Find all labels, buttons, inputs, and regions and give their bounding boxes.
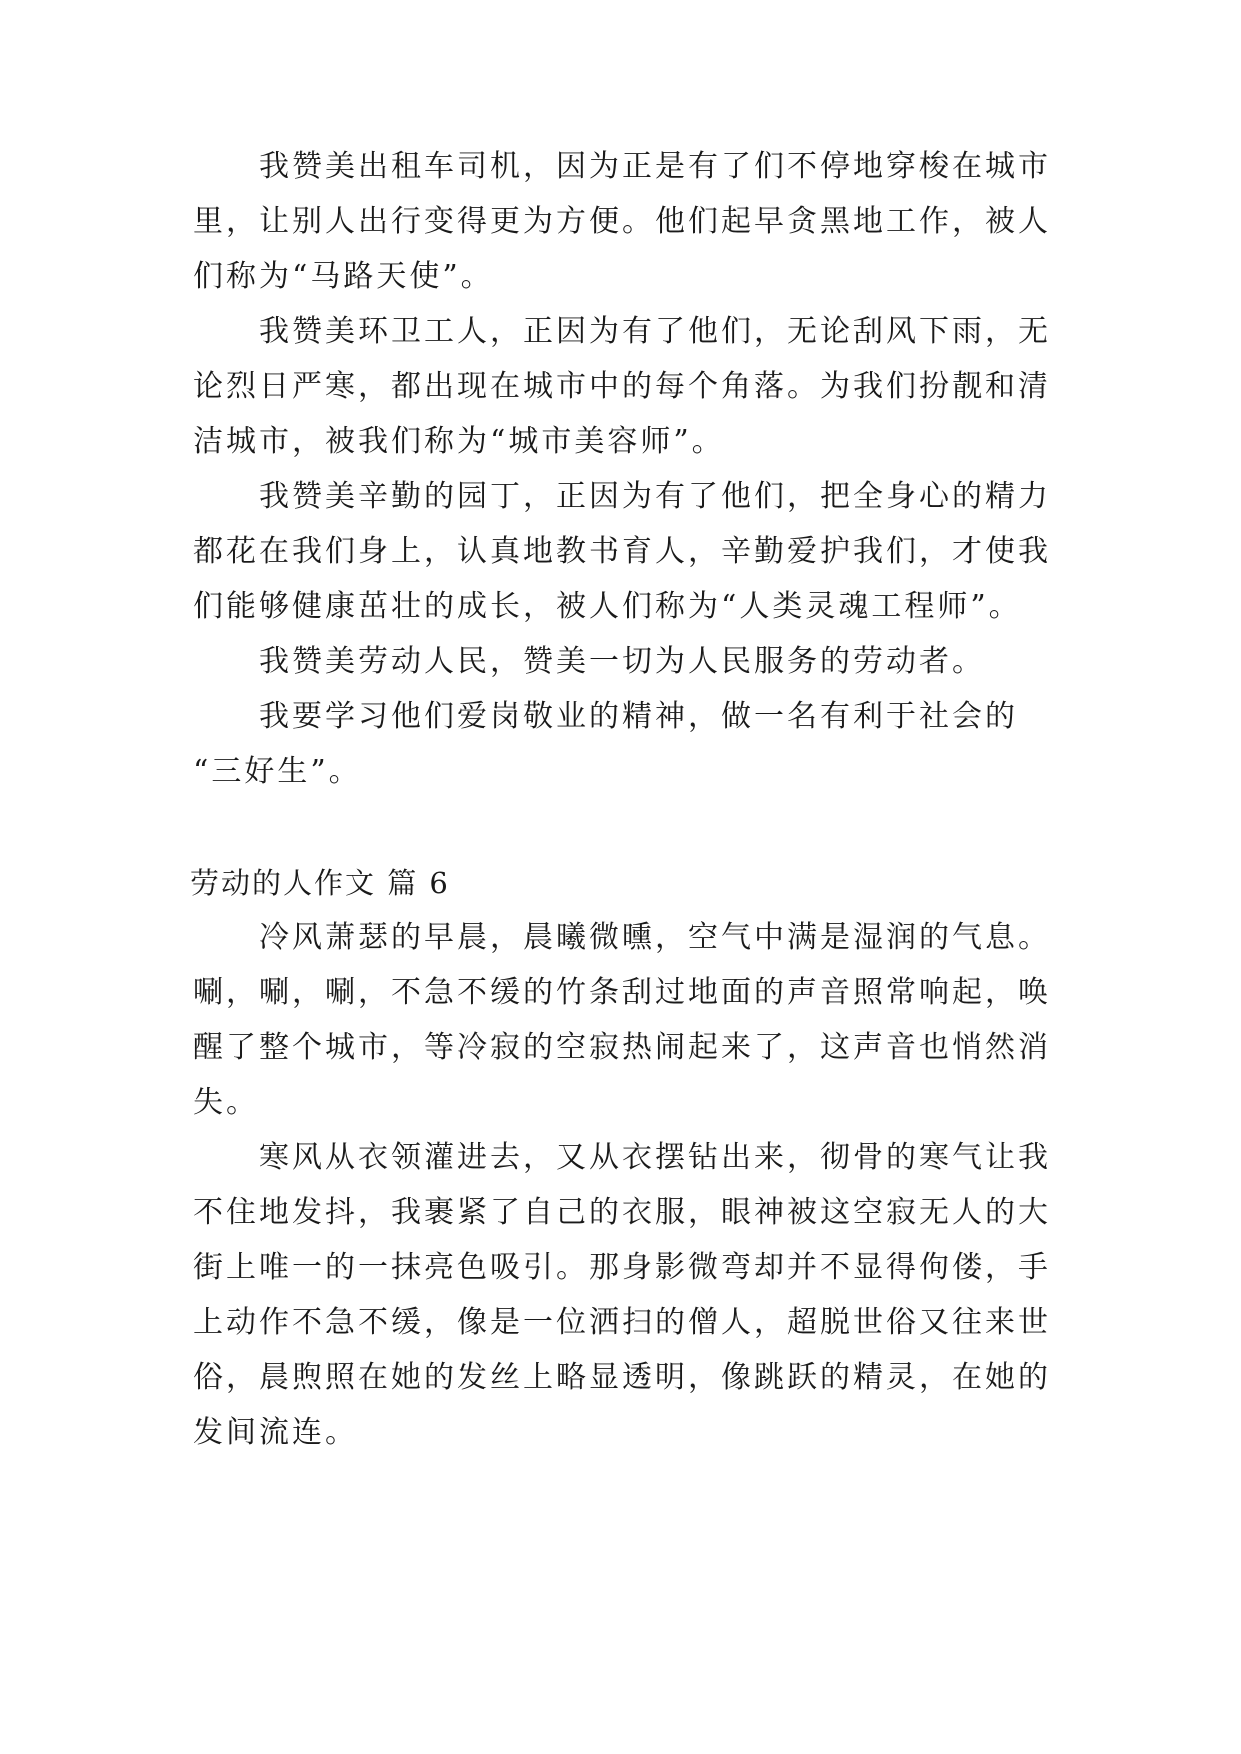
- text-line: 我要学习他们爱岗敬业的精神，做一名有利于社会的: [193, 699, 1018, 734]
- text-line: 不住地发抖，我裹紧了自己的衣服，眼神被这空寂无人的大: [193, 1195, 1051, 1230]
- text-line: 俗，晨煦照在她的发丝上略显透明，像跳跃的精灵，在她的: [193, 1360, 1051, 1395]
- text-line: 里，让别人出行变得更为方便。他们起早贪黑地工作，被人: [193, 204, 1051, 239]
- essay-heading: 劳动的人作文 篇 6: [190, 866, 450, 900]
- text-line: 醒了整个城市，等冷寂的空寂热闹起来了，这声音也悄然消: [193, 1030, 1051, 1065]
- text-line: 发间流连。: [193, 1415, 358, 1450]
- text-line: 我赞美劳动人民，赞美一切为人民服务的劳动者。: [193, 644, 985, 679]
- text-line: 我赞美出租车司机，因为正是有了们不停地穿梭在城市: [193, 149, 1051, 184]
- text-line: 我赞美辛勤的园丁，正因为有了他们，把全身心的精力: [193, 479, 1051, 514]
- text-line: 上动作不急不缓，像是一位洒扫的僧人，超脱世俗又往来世: [193, 1305, 1051, 1340]
- text-line: 寒风从衣领灌进去，又从衣摆钻出来，彻骨的寒气让我: [193, 1140, 1051, 1175]
- text-line: 们称为“马路天使”。: [193, 259, 494, 294]
- text-line: 冷风萧瑟的早晨，晨曦微曛，空气中满是湿润的气息。: [193, 920, 1051, 955]
- text-line: 们能够健康茁壮的成长，被人们称为“人类灵魂工程师”。: [193, 589, 1022, 624]
- text-line: 洁城市，被我们称为“城市美容师”。: [193, 424, 725, 459]
- text-line: “三好生”。: [193, 754, 362, 789]
- text-line: 失。: [193, 1085, 259, 1120]
- text-line: 唰，唰，唰，不急不缓的竹条刮过地面的声音照常响起，唤: [193, 975, 1051, 1010]
- text-line: 街上唯一的一抹亮色吸引。那身影微弯却并不显得佝偻，手: [193, 1250, 1051, 1285]
- text-line: 我赞美环卫工人，正因为有了他们，无论刮风下雨，无: [193, 314, 1051, 349]
- text-line: 论烈日严寒，都出现在城市中的每个角落。为我们扮靓和清: [193, 369, 1051, 404]
- text-line: 都花在我们身上，认真地教书育人，辛勤爱护我们，才使我: [193, 534, 1051, 569]
